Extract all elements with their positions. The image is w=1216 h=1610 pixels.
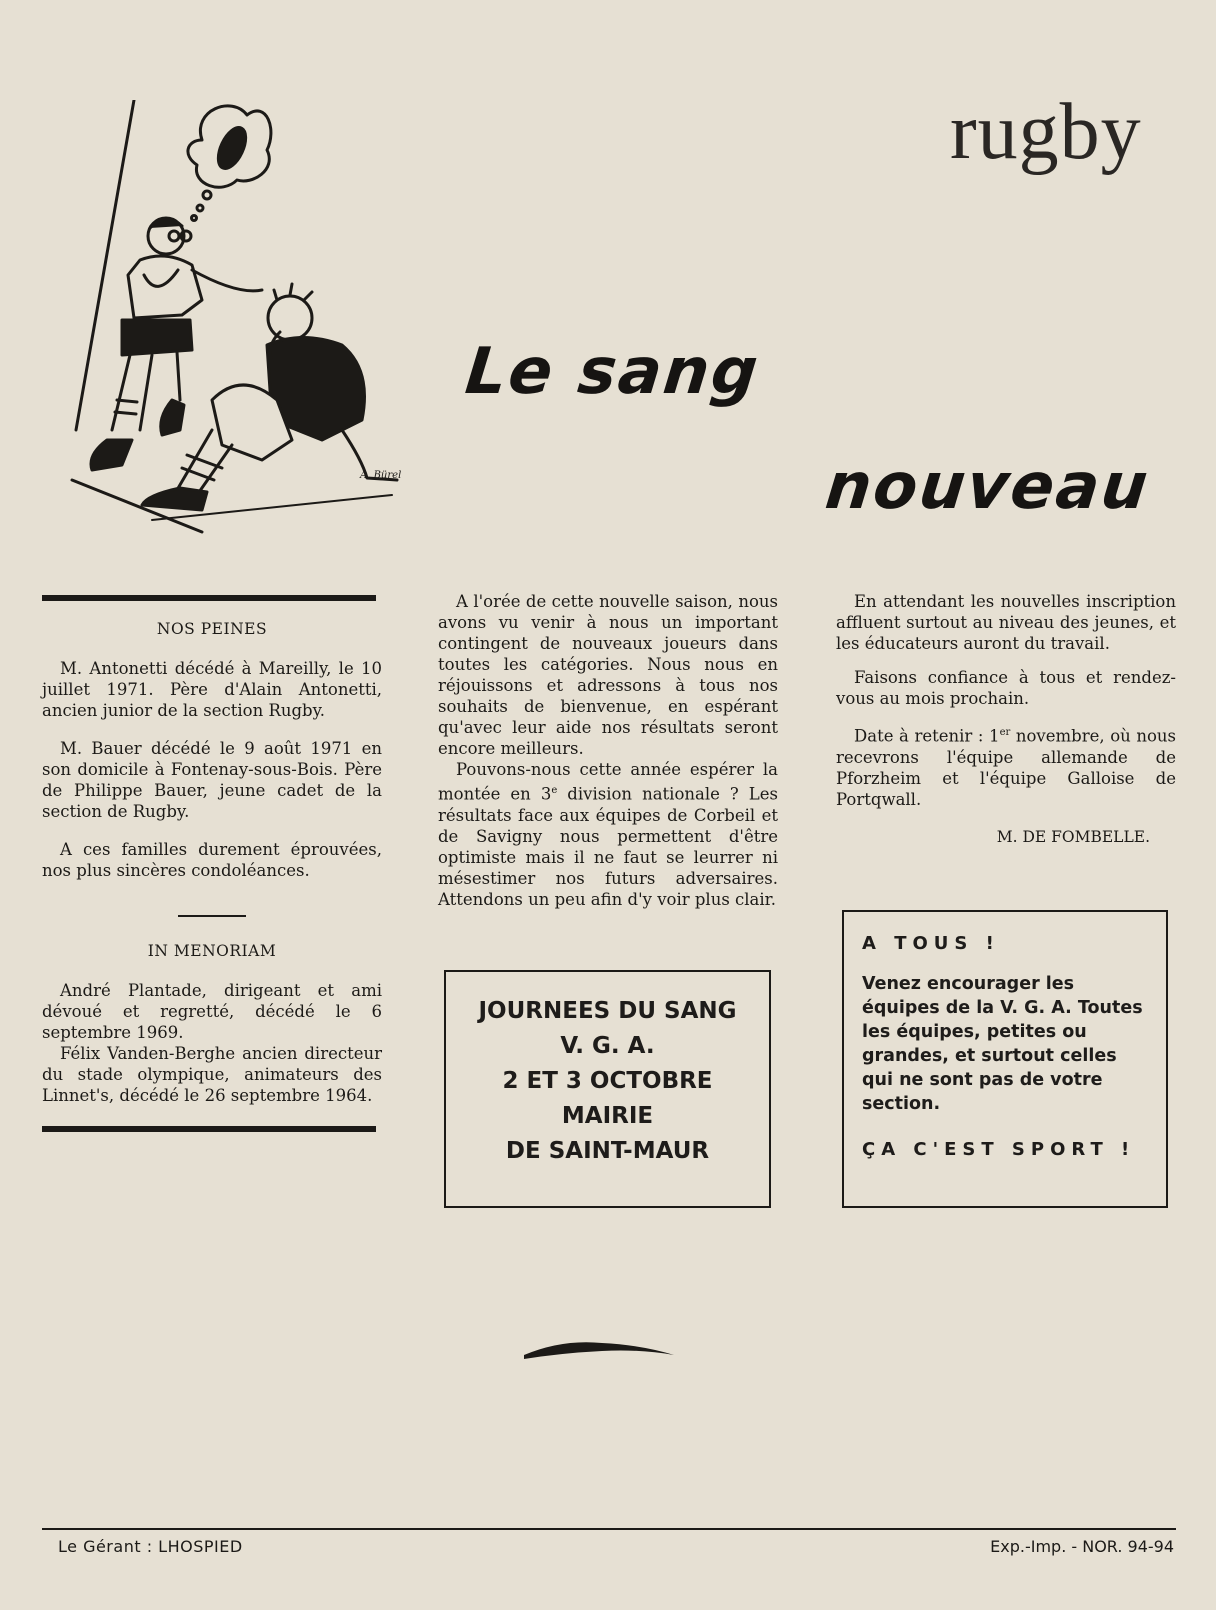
blood-drive-line-5: DE SAINT-MAUR xyxy=(505,1138,710,1164)
section-heading-rugby: rugby xyxy=(950,88,1142,176)
rugby-ball xyxy=(213,123,252,172)
in-memoriam-heading: IN MENORIAM xyxy=(147,942,277,960)
a-tous-heading: A TOUS ! xyxy=(862,933,1000,954)
blood-drive-line-3: 2 ET 3 OCTOBRE xyxy=(502,1068,713,1094)
middle-column xyxy=(438,591,778,910)
divider xyxy=(178,915,246,917)
intro-paragraph-1: A l'orée de cette nouvelle saison, nous avons vu venir à nous un important contingent de nouveaux joueurs dans toutes les catégories. Nous nous en réjouissons et adressons à tous nos souhaits de bienvenue, en espérant qu'avec leur aide nos résultats seront encore meilleurs. xyxy=(438,592,778,758)
bottom-rule xyxy=(42,1126,376,1132)
a-tous-closing: ÇA C'EST SPORT ! xyxy=(862,1139,1136,1160)
peines-paragraph-3: A ces familles durement éprouvées, nos plus sincères condoléances. xyxy=(42,840,382,880)
nos-peines-heading: NOS PEINES xyxy=(156,620,268,638)
right-paragraph-1: En attendant les nouvelles inscription affluent surtout au niveau des jeunes, et les éducateurs auront du travail. xyxy=(836,592,1176,653)
blood-drive-line-4: MAIRIE xyxy=(561,1103,654,1129)
footer-manager: Le Gérant : LHOSPIED xyxy=(58,1537,243,1556)
blood-drive-line-2: V. G. A. xyxy=(560,1033,655,1059)
right-paragraph-2: Faisons confiance à tous et rendez-vous au mois prochain. xyxy=(836,668,1176,708)
author-signature: M. DE FOMBELLE. xyxy=(996,827,1150,846)
memoriam-paragraph-2: Félix Vanden-Berghe ancien directeur du stade olympique, animateurs des Linnet's, décédé le 26 septembre 1964. xyxy=(42,1044,382,1105)
memoriam-paragraph-1: André Plantade, dirigeant et ami dévoué et regretté, décédé le 6 septembre 1969. xyxy=(42,981,382,1042)
right-column xyxy=(836,591,1176,848)
a-tous-notice-box xyxy=(842,910,1168,1208)
top-rule xyxy=(42,595,376,601)
page-title-line1: Le sang xyxy=(462,335,764,409)
blood-drive-notice-box xyxy=(444,970,771,1208)
peines-paragraph-2: M. Bauer décédé le 9 août 1971 en son domicile à Fontenay-sous-Bois. Père de Philippe Bauer, jeune cadet de la section de Rugby. xyxy=(42,739,382,821)
blood-drive-line-1: JOURNEES DU SANG xyxy=(478,998,737,1024)
peines-paragraph-1: M. Antonetti décédé à Mareilly, le 10 juillet 1971. Père d'Alain Antonetti, ancien junior de la section Rugby. xyxy=(42,659,382,720)
page-title-line2: nouveau xyxy=(822,450,1153,524)
footer-printer: Exp.-Imp. - NOR. 94-94 xyxy=(990,1537,1174,1556)
right-paragraph-3: Date à retenir : 1er novembre, où nous recevrons l'équipe allemande de Pforzheim et l'équipe Galloise de Portqwall. xyxy=(836,726,1176,809)
rugby-cartoon-illustration xyxy=(62,100,432,550)
decorative-brush-stroke xyxy=(522,1335,677,1363)
a-tous-body: Venez encourager les équipes de la V. G. A. Toutes les équipes, petites ou grandes, et surtout celles qui ne sont pas de votre section. xyxy=(862,974,1143,1114)
artist-signature: A. Bürel xyxy=(360,470,402,481)
footer-rule xyxy=(42,1528,1176,1530)
left-column xyxy=(42,595,382,1132)
intro-paragraph-2: Pouvons-nous cette année espérer la montée en 3e division nationale ? Les résultats face aux équipes de Corbeil et de Savigny nous permettent d'être optimiste mais il ne faut se leurrer ni mésestimer nos futurs adversaires. Attendons un peu afin d'y voir plus clair. xyxy=(438,760,779,909)
